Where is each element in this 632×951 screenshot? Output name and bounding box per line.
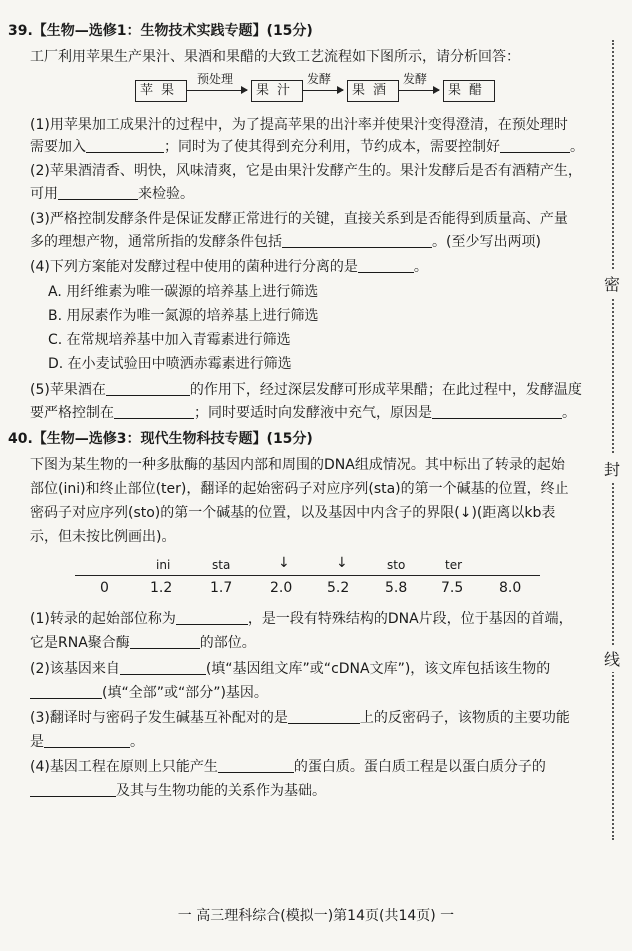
seal-mark-xian: 线 [604, 645, 620, 672]
flow-arrow-label-3: 发酵 [403, 72, 428, 86]
q40-part4-line2 [30, 782, 326, 800]
text: 。 [130, 734, 144, 750]
option-a: A. 用纤维素为唯一碳源的培养基上进行筛选 [48, 284, 319, 300]
gene-label-sto: sto [387, 558, 406, 572]
process-flow-diagram [135, 72, 495, 104]
text: 。 [570, 139, 584, 155]
q40-part3-line2 [30, 733, 144, 751]
gene-label-ini: ini [156, 558, 171, 572]
text: 的作用下，经过深层发酵可形成苹果醋；在此过程中，发酵温度 [189, 382, 582, 398]
text: 可用 [30, 186, 58, 202]
text: 来检验。 [138, 186, 194, 202]
text: 是 [30, 734, 44, 750]
gene-pos-4: 5.2 [327, 580, 350, 596]
text: (填“基因组文库”或“cDNA文库”)，该文库包括该生物的 [205, 661, 551, 677]
gene-pos-6: 7.5 [441, 580, 464, 596]
text: 上的反密码子，该物质的主要功能 [359, 710, 570, 726]
dna-line [75, 575, 540, 576]
answer-blank[interactable] [44, 733, 130, 748]
text: ；同时为了使其得到充分利用，节约成本，需要控制好 [164, 139, 500, 155]
answer-blank[interactable] [30, 782, 116, 797]
text: 。 [413, 259, 428, 275]
q39-part3-line2 [30, 233, 541, 251]
intron-arrow-1: ↓ [278, 555, 290, 571]
seal-mark-feng: 封 [604, 455, 620, 482]
q40-part2-line2 [30, 684, 268, 702]
q39-part4-stem [30, 258, 428, 276]
answer-blank[interactable] [282, 233, 432, 248]
flow-box-apple: 苹果 [135, 80, 187, 102]
text: (4)下列方案能对发酵过程中使用的菌种进行分离的是 [30, 259, 358, 275]
text: ，是一段有特殊结构的DNA片段，位于基因的首端， [247, 611, 573, 627]
text: 的部位。 [199, 635, 256, 651]
gene-pos-1: 1.2 [150, 580, 173, 596]
text: 多的理想产物，通常所指的发酵条件包括 [30, 234, 282, 250]
answer-blank[interactable] [86, 138, 164, 153]
answer-blank[interactable] [30, 684, 102, 699]
option-b: B. 用尿素作为唯一氮源的培养基上进行筛选 [48, 308, 319, 324]
flow-arrow-3 [399, 90, 439, 91]
flow-arrow-label-1: 预处理 [197, 72, 234, 86]
q39-part2-line2 [30, 185, 194, 203]
intron-arrow-2: ↓ [336, 555, 348, 571]
binding-line [612, 40, 614, 840]
page-footer: 一 高三理科综合(模拟一)第14页(共14页) 一 [177, 908, 455, 924]
text: (3)翻译时与密码子发生碱基互补配对的是 [30, 710, 288, 726]
text: 及其与生物功能的关系作为基础。 [116, 783, 326, 799]
q39-part2-line1: (2)苹果酒清香、明快，风味清爽，它是由果汁发酵产生的。果汁发酵后是否有酒精产生， [30, 163, 582, 179]
answer-blank[interactable] [432, 404, 562, 419]
q40-intro-line2: 部位(ini)和终止部位(ter)，翻译的起始密码子对应序列(sta)的第一个碱基的位置，终止 [30, 481, 569, 497]
answer-blank[interactable] [500, 138, 570, 153]
text: (1)转录的起始部位称为 [30, 611, 176, 627]
text: ；同时要适时向发酵液中充气，原因是 [194, 405, 432, 421]
gene-pos-7: 8.0 [499, 580, 522, 596]
text: 它是RNA聚合酶 [30, 635, 130, 651]
q40-part4-line1 [30, 758, 546, 776]
flow-box-vinegar: 果醋 [443, 80, 495, 102]
q39-part3-line1: (3)严格控制发酵条件是保证发酵正常进行的关键，直接关系到是否能得到质量高、产量 [30, 211, 568, 227]
answer-blank[interactable] [358, 258, 414, 273]
q40-intro-line1: 下图为某生物的一种多肽酶的基因内部和周围的DNA组成情况。其中标出了转录的起始 [30, 457, 565, 473]
answer-blank[interactable] [130, 634, 200, 649]
q39-part1-line2 [30, 138, 584, 156]
text: 的蛋白质。蛋白质工程是以蛋白质分子的 [293, 759, 546, 775]
seal-mark-mi: 密 [604, 270, 620, 297]
gene-label-sta: sta [212, 558, 231, 572]
text: (4)基因工程在原则上只能产生 [30, 759, 218, 775]
option-d: D. 在小麦试验田中喷洒赤霉素进行筛选 [48, 356, 292, 372]
q39-part1-line1: (1)用苹果加工成果汁的过程中，为了提高苹果的出汁率并使果汁变得澄清，在预处理时 [30, 117, 568, 133]
q40-part1-line1 [30, 610, 573, 628]
gene-pos-3: 2.0 [270, 580, 293, 596]
text: 要严格控制在 [30, 405, 114, 421]
q39-part5-line2 [30, 404, 576, 422]
q40-heading: 40.【生物—选修3：现代生物科技专题】(15分) [8, 431, 313, 447]
answer-blank[interactable] [120, 660, 206, 675]
answer-blank[interactable] [106, 381, 190, 396]
gene-pos-0: 0 [100, 580, 109, 596]
option-c: C. 在常规培养基中加入青霉素进行筛选 [48, 332, 291, 348]
gene-pos-5: 5.8 [385, 580, 408, 596]
flow-arrow-label-2: 发酵 [307, 72, 332, 86]
answer-blank[interactable] [218, 758, 294, 773]
gene-label-ter: ter [445, 558, 463, 572]
answer-blank[interactable] [176, 610, 248, 625]
q39-heading: 39.【生物—选修1：生物技术实践专题】(15分) [8, 23, 313, 39]
q40-part3-line1 [30, 709, 570, 727]
text: (填“全部”或“部分”)基因。 [102, 685, 268, 701]
text: (5)苹果酒在 [30, 382, 106, 398]
flow-arrow-1 [187, 90, 247, 91]
gene-pos-2: 1.7 [210, 580, 233, 596]
text: 。 [562, 405, 576, 421]
q39-intro: 工厂利用苹果生产果汁、果酒和果醋的大致工艺流程如下图所示，请分析回答： [30, 49, 520, 65]
text: (2)该基因来自 [30, 661, 120, 677]
q39-part5-line1 [30, 381, 582, 399]
answer-blank[interactable] [114, 404, 194, 419]
q40-part2-line1 [30, 660, 550, 678]
q40-intro-line4: 示，但未按比例画出)。 [30, 529, 176, 545]
flow-box-wine: 果酒 [347, 80, 399, 102]
answer-blank[interactable] [58, 185, 138, 200]
q40-intro-line3: 密码子对应序列(sto)的第一个碱基的位置，以及基因中内含子的界限(↓)(距离以kb表 [30, 505, 556, 521]
flow-arrow-2 [303, 90, 343, 91]
q40-part1-line2 [30, 634, 256, 652]
text: 需要加入 [30, 139, 86, 155]
flow-box-juice: 果汁 [251, 80, 303, 102]
answer-blank[interactable] [288, 709, 360, 724]
text: 。(至少写出两项) [432, 234, 541, 250]
